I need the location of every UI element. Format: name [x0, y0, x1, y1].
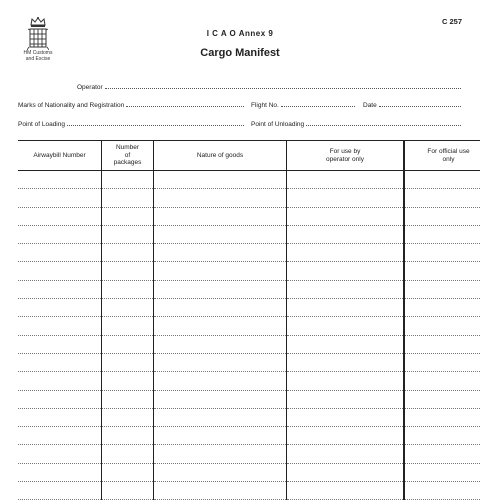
operator-use-cell[interactable]	[287, 408, 405, 426]
operator-label: Operator	[77, 84, 103, 91]
table-row	[18, 171, 480, 189]
official-use-cell[interactable]	[404, 445, 480, 463]
point-of-unloading-line[interactable]	[306, 119, 461, 126]
nature-cell[interactable]	[154, 317, 287, 335]
date-label: Date	[363, 102, 377, 109]
official-use-cell[interactable]	[404, 189, 480, 207]
table-row	[18, 225, 480, 243]
table-row	[18, 427, 480, 445]
official-use-cell[interactable]	[404, 408, 480, 426]
nature-cell[interactable]	[154, 445, 287, 463]
official-use-cell[interactable]	[404, 427, 480, 445]
packages-cell[interactable]	[102, 445, 154, 463]
operator-line[interactable]	[105, 82, 461, 89]
packages-cell[interactable]	[102, 353, 154, 371]
nature-cell[interactable]	[154, 427, 287, 445]
operator-use-cell[interactable]	[287, 171, 405, 189]
manifest-table	[18, 140, 480, 500]
flight-no-label: Flight No.	[251, 102, 279, 109]
table-row	[18, 463, 480, 481]
packages-cell[interactable]	[102, 390, 154, 408]
operator-use-cell[interactable]	[287, 189, 405, 207]
nature-cell[interactable]	[154, 262, 287, 280]
operator-use-cell[interactable]	[287, 225, 405, 243]
nature-cell[interactable]	[154, 353, 287, 371]
nature-cell[interactable]	[154, 171, 287, 189]
marks-line[interactable]	[126, 100, 244, 107]
table-row	[18, 445, 480, 463]
operator-field[interactable]	[77, 82, 461, 91]
official-use-cell[interactable]	[404, 207, 480, 225]
operator-use-cell[interactable]	[287, 335, 405, 353]
operator-use-cell[interactable]	[287, 280, 405, 298]
logo-text: HM Customs and Excise	[23, 50, 53, 62]
operator-use-cell[interactable]	[287, 427, 405, 445]
table-row	[18, 335, 480, 353]
table-row	[18, 390, 480, 408]
flight-no-field[interactable]	[251, 100, 355, 109]
airwaybill-cell[interactable]	[18, 372, 102, 390]
airwaybill-cell[interactable]	[18, 244, 102, 262]
nature-cell[interactable]	[154, 390, 287, 408]
col-nature-of-goods: Nature of goods	[154, 141, 287, 171]
point-of-loading-label: Point of Loading	[18, 121, 65, 128]
operator-use-cell[interactable]	[287, 353, 405, 371]
packages-cell[interactable]	[102, 189, 154, 207]
official-use-cell[interactable]	[404, 225, 480, 243]
airwaybill-cell[interactable]	[18, 171, 102, 189]
nature-cell[interactable]	[154, 225, 287, 243]
table-row	[18, 372, 480, 390]
airwaybill-cell[interactable]	[18, 280, 102, 298]
table-row	[18, 482, 480, 500]
nature-cell[interactable]	[154, 299, 287, 317]
col-airwaybill-number: Airwaybill Number	[18, 141, 102, 171]
point-of-loading-line[interactable]	[67, 119, 244, 126]
official-use-cell[interactable]	[404, 317, 480, 335]
table-row	[18, 280, 480, 298]
nature-cell[interactable]	[154, 463, 287, 481]
official-use-cell[interactable]	[404, 280, 480, 298]
operator-use-cell[interactable]	[287, 299, 405, 317]
nature-cell[interactable]	[154, 335, 287, 353]
official-use-cell[interactable]	[404, 482, 480, 500]
packages-cell[interactable]	[102, 482, 154, 500]
official-use-cell[interactable]	[404, 262, 480, 280]
official-use-cell[interactable]	[404, 171, 480, 189]
nature-cell[interactable]	[154, 372, 287, 390]
packages-cell[interactable]	[102, 299, 154, 317]
point-of-unloading-label: Point of Unloading	[251, 121, 305, 128]
airwaybill-cell[interactable]	[18, 262, 102, 280]
official-use-cell[interactable]	[404, 244, 480, 262]
airwaybill-cell[interactable]	[18, 225, 102, 243]
operator-use-cell[interactable]	[287, 390, 405, 408]
packages-cell[interactable]	[102, 225, 154, 243]
airwaybill-cell[interactable]	[18, 317, 102, 335]
marks-field[interactable]	[18, 100, 244, 109]
official-use-cell[interactable]	[404, 390, 480, 408]
operator-use-cell[interactable]	[287, 244, 405, 262]
packages-cell[interactable]	[102, 262, 154, 280]
table-header-row	[18, 141, 480, 171]
flight-no-line[interactable]	[281, 100, 355, 107]
packages-cell[interactable]	[102, 171, 154, 189]
table-row	[18, 207, 480, 225]
table-row	[18, 317, 480, 335]
airwaybill-cell[interactable]	[18, 335, 102, 353]
airwaybill-cell[interactable]	[18, 353, 102, 371]
airwaybill-cell[interactable]	[18, 299, 102, 317]
packages-cell[interactable]	[102, 335, 154, 353]
operator-use-cell[interactable]	[287, 207, 405, 225]
packages-cell[interactable]	[102, 463, 154, 481]
nature-cell[interactable]	[154, 244, 287, 262]
official-use-cell[interactable]	[404, 353, 480, 371]
airwaybill-cell[interactable]	[18, 408, 102, 426]
nature-cell[interactable]	[154, 408, 287, 426]
table-row	[18, 262, 480, 280]
point-of-unloading-field[interactable]	[251, 119, 461, 128]
packages-cell[interactable]	[102, 280, 154, 298]
nature-cell[interactable]	[154, 482, 287, 500]
date-line[interactable]	[379, 100, 461, 107]
operator-use-cell[interactable]	[287, 463, 405, 481]
airwaybill-cell[interactable]	[18, 463, 102, 481]
packages-cell[interactable]	[102, 244, 154, 262]
operator-use-cell[interactable]	[287, 445, 405, 463]
official-use-cell[interactable]	[404, 372, 480, 390]
page-title: Cargo Manifest	[200, 47, 280, 59]
point-of-loading-field[interactable]	[18, 119, 244, 128]
operator-use-cell[interactable]	[287, 372, 405, 390]
table-row	[18, 299, 480, 317]
airwaybill-cell[interactable]	[18, 207, 102, 225]
airwaybill-cell[interactable]	[18, 445, 102, 463]
manifest-body	[18, 171, 480, 500]
nature-cell[interactable]	[154, 189, 287, 207]
official-use-cell[interactable]	[404, 299, 480, 317]
date-field[interactable]	[363, 100, 461, 109]
official-use-cell[interactable]	[404, 463, 480, 481]
packages-cell[interactable]	[102, 427, 154, 445]
nature-cell[interactable]	[154, 280, 287, 298]
table-row	[18, 353, 480, 371]
annex-heading: I C A O Annex 9	[206, 29, 274, 38]
col-operator-use: For use by operator only	[287, 141, 405, 171]
packages-cell[interactable]	[102, 207, 154, 225]
packages-cell[interactable]	[102, 408, 154, 426]
operator-use-cell[interactable]	[287, 317, 405, 335]
nature-cell[interactable]	[154, 207, 287, 225]
table-row	[18, 244, 480, 262]
operator-use-cell[interactable]	[287, 262, 405, 280]
form-code: C 257	[441, 17, 462, 26]
airwaybill-cell[interactable]	[18, 427, 102, 445]
col-number-of-packages: Number of packages	[102, 141, 154, 171]
official-use-cell[interactable]	[404, 335, 480, 353]
airwaybill-cell[interactable]	[18, 390, 102, 408]
operator-use-cell[interactable]	[287, 482, 405, 500]
airwaybill-cell[interactable]	[18, 189, 102, 207]
packages-cell[interactable]	[102, 317, 154, 335]
table-row	[18, 408, 480, 426]
col-official-use: For official use only	[404, 141, 480, 171]
marks-label: Marks of Nationality and Registration	[18, 102, 125, 109]
airwaybill-cell[interactable]	[18, 482, 102, 500]
table-row	[18, 189, 480, 207]
packages-cell[interactable]	[102, 372, 154, 390]
